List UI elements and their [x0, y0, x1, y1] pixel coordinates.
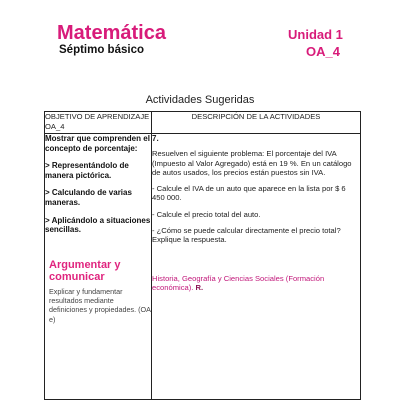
unit-label: Unidad 1 [288, 27, 343, 42]
activities-table [44, 111, 361, 400]
oa-label: OA_4 [306, 44, 340, 59]
table-header-row [45, 112, 361, 134]
objective-intro: Mostrar que comprenden el concepto de porcentaje: [45, 134, 150, 153]
activity-cell [152, 134, 361, 400]
objective-column-header: OBJETIVO DE APRENDIZAJE OA_4 [45, 112, 152, 134]
link-suffix: R. [195, 282, 204, 292]
section-title: Actividades Sugeridas [145, 94, 255, 106]
grade-subtitle: Séptimo básico [59, 44, 144, 56]
skill-description: Explicar y fundamentar resultados mediante definiciones y propiedades. (OA e) [49, 286, 151, 324]
objective-item: > Calculando de varias maneras. [45, 188, 132, 207]
objective-item: > Representándolo de manera pictórica. [45, 161, 129, 180]
objective-item: > Aplicándolo a situaciones sencillas. [45, 215, 151, 235]
activity-task: - Calcule el IVA de un auto que aparece en la lista por $ 6 450 000. [152, 184, 346, 203]
subject-title: Matemática [57, 22, 166, 44]
cross-curricular-link[interactable] [152, 274, 360, 293]
objective-cell [45, 134, 152, 400]
link-text: Historia, Geografía y Ciencias Sociales (Formación económica). [152, 273, 325, 292]
skill-title: Argumentar y comunicar [49, 258, 121, 284]
activity-number: 7. [152, 134, 159, 143]
table-row [45, 134, 361, 400]
activity-task: - ¿Cómo se puede calcular directamente el precio total? Explique la respuesta. [152, 226, 341, 245]
description-column-header: DESCRIPCIÓN DE LA ACTIVIDADES [152, 112, 361, 134]
activity-problem: Resuelven el siguiente problema: El porcentaje del IVA (Impuesto al Valor Agregado) está en 19 %. En un catálogo de autos usados, los precios están puestos sin IVA. [152, 149, 352, 177]
activity-task: - Calcule el precio total del auto. [152, 209, 261, 219]
